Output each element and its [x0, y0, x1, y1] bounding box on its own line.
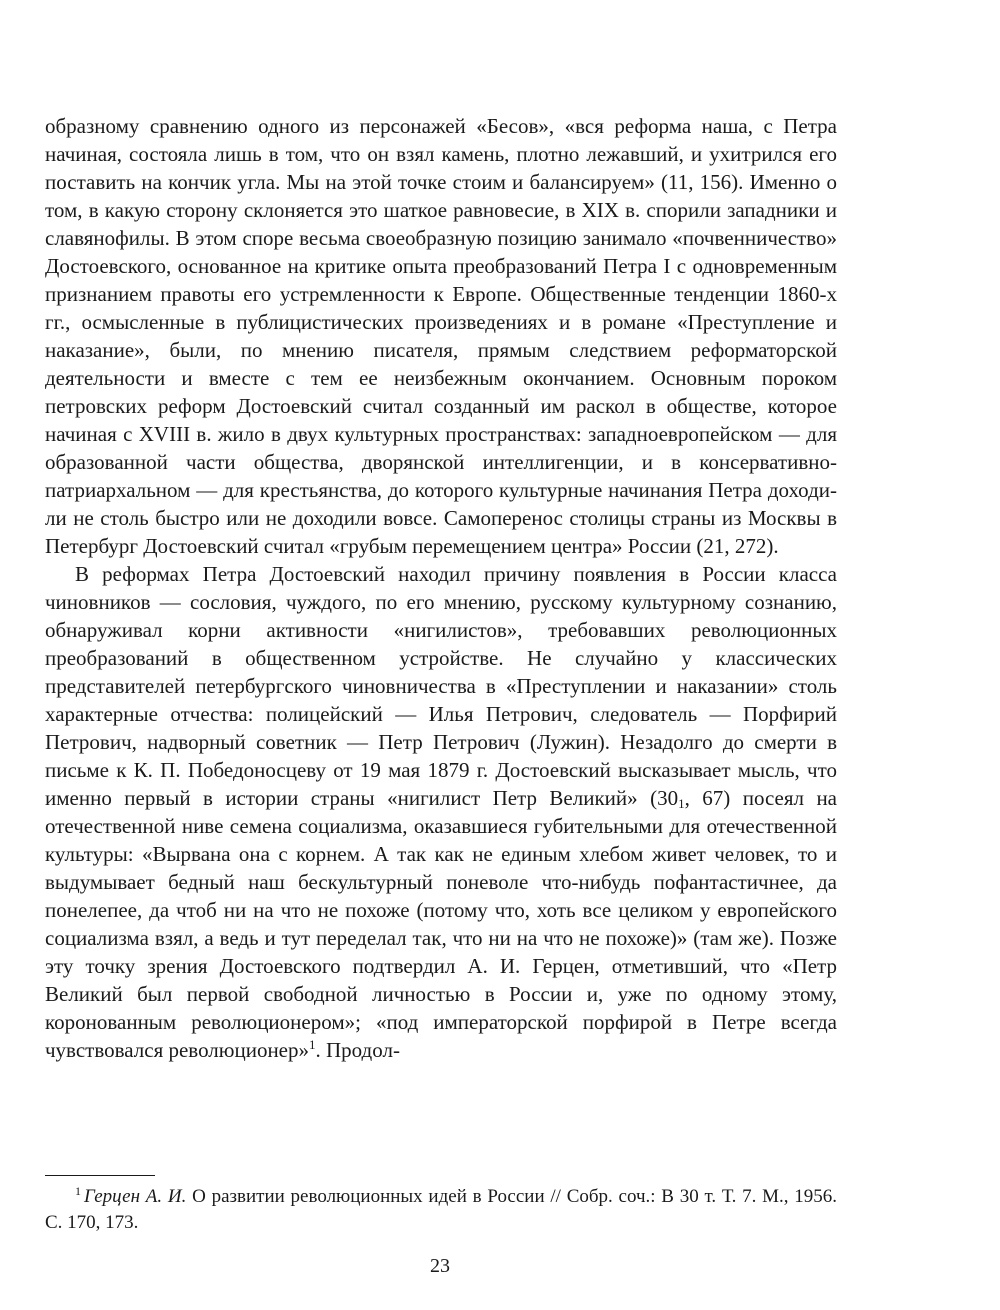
- paragraph-2-text-a: В реформах Петра Достоевский находил причину появления в России класса чиновников — сословия, чуждого, по его мнению, русскому культурному сознанию, обнаруживал корни активности «нигилистов», требовавших революционных преобразований в общественном устройстве. Не случайно у классических представителей петербургского чиновничества в «Преступлении и наказании» столь характерные отчества: полицейский — Илья Петрович, следователь — Порфирий Петрович, надворный советник — Петр Петрович (Лужин). Незадолго до смерти в письме к К. П. Победоносцеву от 19 мая 1879 г. Достоевский высказывает мысль, что именно первый в истории страны «нигилист Петр Великий» (30: [45, 562, 837, 810]
- page-body: [45, 112, 837, 1064]
- volume-subscript: 1: [678, 796, 685, 811]
- paragraph-2-text-c: . Продол-: [315, 1038, 400, 1062]
- footnote-text: О развитии революционных идей в России // Собр. соч.: В 30 т. Т. 7. М., 1956. С. 170, 173.: [45, 1186, 837, 1233]
- paragraph-2-text-b: , 67) посеял на отечественной ниве семена социализма, оказавшиеся губительными для отечественной культуры: «Вырвана она с корнем. А так как не единым хлебом живет человек, то и выдумывает бедный наш бескультурный поневоле что-нибудь пофантастичнее, да понелепее, да чтоб ни на что не похоже (потому что, хоть все целиком у европейского социализма взял, а ведь и тут переделал так, что ни на что не похоже)» (там же). Позже эту точку зрения Достоевского подтвердил А. И. Герцен, отметивший, что «Петр Великий был первой свободной личностью в России и, уже по одному этому, коронованным революционером»; «под императорской порфирой в Петре всегда чувствовался революционер»: [45, 786, 837, 1062]
- page-number: 23: [430, 1255, 450, 1277]
- footnote-mark: 1: [75, 1184, 81, 1198]
- paragraph-2: [45, 560, 837, 1064]
- paragraph-1: образному сравнению одного из персонажей «Бесов», «вся реформа наша, с Петра начиная, состояла лишь в том, что он взял камень, плотно лежавший, и ухитрился его поставить на кончик угла. Мы на этой точке стоим и балансируем» (11, 156). Именно о том, в какую сторону склоняется это шаткое равновесие, в XIX в. спорили западники и славянофилы. В этом споре весьма своеобразную позицию занимало «почвенничество» Достоевского, основанное на критике опыта преобразований Петра I с одновременным признанием правоты его устремленности к Европе. Общественные тенденции 1860-х гг., осмысленные в публицистических произведениях и в романе «Преступление и наказание», были, по мнению писателя, прямым следствием реформаторской деятельности и вместе с тем ее неизбежным окончанием. Основным пороком петровских реформ Достоевский считал созданный им раскол в обществе, которое начиная с XVIII в. жило в двух культурных пространствах: западноевропейском — для образованной части общества, дворянской интеллигенции, и в консервативно-патриархальном — для крестьянства, до которого культурные начинания Петра доходили не столь быстро или не доходили вовсе. Самоперенос столицы страны из Москвы в Петербург Достоевский считал «грубым перемещением центра» России (21, 272).: [45, 114, 837, 558]
- footnote: [45, 1184, 837, 1236]
- footnote-reference[interactable]: 1: [309, 1037, 316, 1052]
- footnote-author: Герцен А. И.: [84, 1186, 187, 1207]
- footnote-divider: [45, 1175, 155, 1176]
